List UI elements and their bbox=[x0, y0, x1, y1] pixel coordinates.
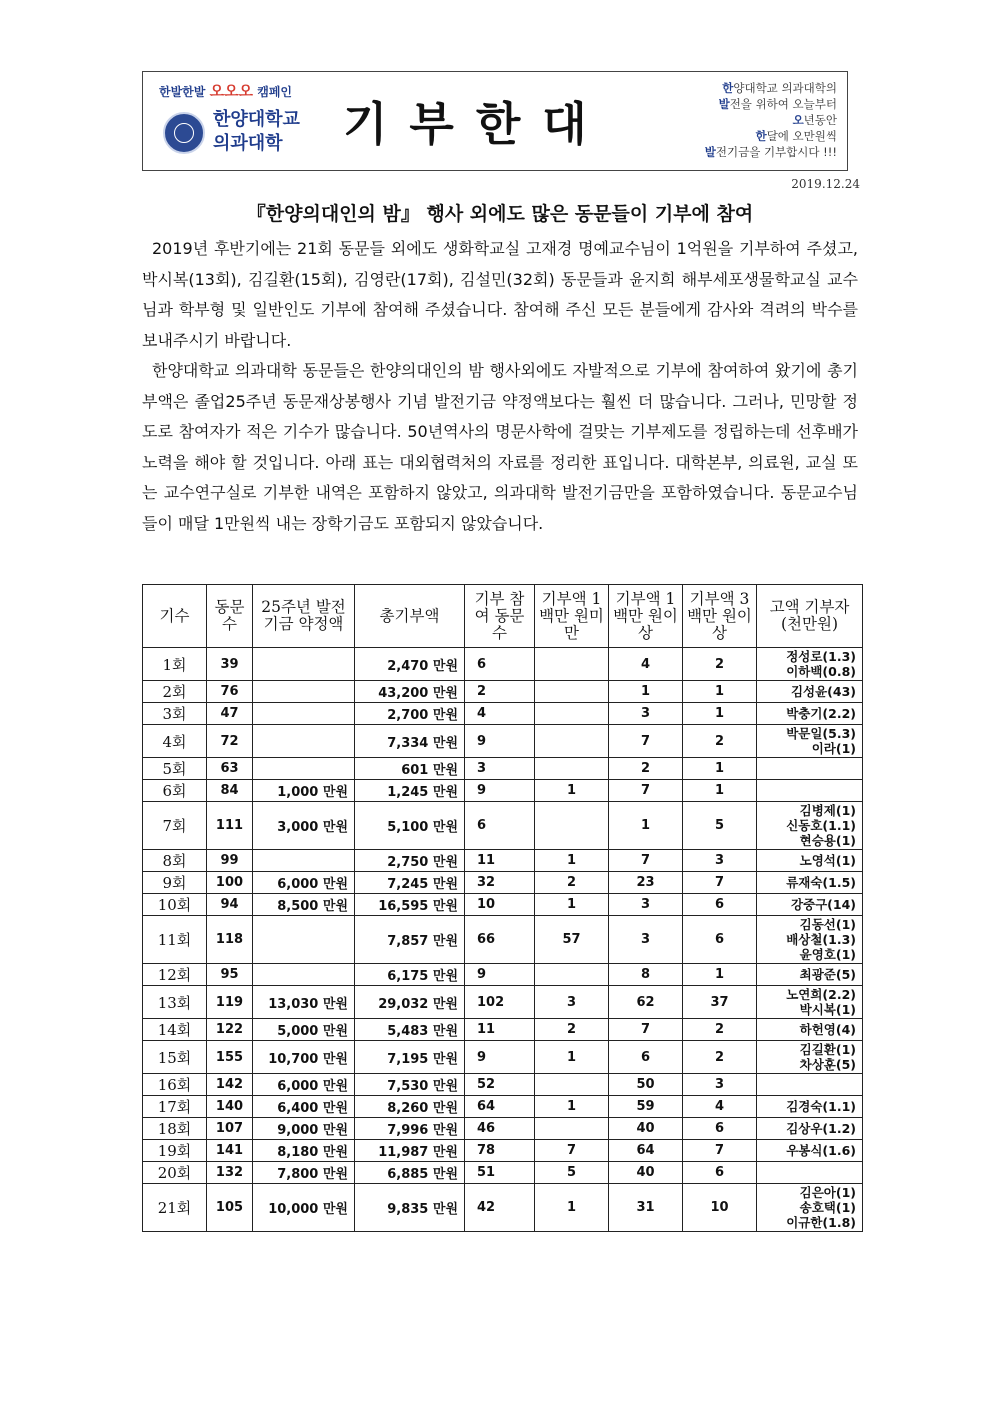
major-donors-cell bbox=[757, 725, 863, 758]
total-donation-cell: 7,996 만원 bbox=[355, 1118, 465, 1140]
over-3m-cell: 2 bbox=[683, 1019, 757, 1041]
generation-cell: 9회 bbox=[143, 872, 207, 894]
pledge-cell bbox=[253, 681, 355, 703]
over-1m-cell: 8 bbox=[609, 964, 683, 986]
alumni-count-cell: 119 bbox=[207, 986, 253, 1019]
under-1m-cell: 1 bbox=[535, 894, 609, 916]
column-header: 기부 참여 동문수 bbox=[465, 585, 535, 648]
major-donor: 강중구(14) bbox=[790, 897, 856, 912]
under-1m-cell bbox=[535, 703, 609, 725]
over-3m-cell: 2 bbox=[683, 725, 757, 758]
major-donors-cell bbox=[757, 1162, 863, 1184]
major-donors-cell bbox=[757, 1184, 863, 1232]
under-1m-cell bbox=[535, 1118, 609, 1140]
total-donation-cell: 7,530 만원 bbox=[355, 1074, 465, 1096]
pledge-cell: 1,000 만원 bbox=[253, 780, 355, 802]
major-donor: 차상훈(5) bbox=[799, 1057, 856, 1072]
under-1m-cell bbox=[535, 648, 609, 681]
major-donors-cell bbox=[757, 780, 863, 802]
major-donors-cell bbox=[757, 1096, 863, 1118]
generation-cell: 4회 bbox=[143, 725, 207, 758]
alumni-count-cell: 95 bbox=[207, 964, 253, 986]
table-row bbox=[143, 780, 863, 802]
column-header: 기수 bbox=[143, 585, 207, 648]
donation-table bbox=[142, 584, 863, 1232]
table-row bbox=[143, 703, 863, 725]
total-donation-cell: 29,032 만원 bbox=[355, 986, 465, 1019]
table-row bbox=[143, 1184, 863, 1232]
pledge-cell: 6,400 만원 bbox=[253, 1096, 355, 1118]
under-1m-cell bbox=[535, 725, 609, 758]
over-3m-cell: 3 bbox=[683, 1074, 757, 1096]
slogan-line bbox=[637, 128, 837, 144]
donor-count-cell: 2 bbox=[465, 681, 535, 703]
over-3m-cell: 2 bbox=[683, 1041, 757, 1074]
major-donor: 박충기(2.2) bbox=[786, 706, 856, 721]
headline: 『한양의대인의 밤』 행사 외에도 많은 동문들이 기부에 참여 bbox=[246, 203, 754, 225]
major-donor: 이규한(1.8) bbox=[786, 1215, 856, 1230]
donor-count-cell: 4 bbox=[465, 703, 535, 725]
pledge-cell bbox=[253, 964, 355, 986]
table-row bbox=[143, 850, 863, 872]
slogan-initial: 한 bbox=[722, 81, 734, 95]
over-3m-cell: 1 bbox=[683, 780, 757, 802]
over-3m-cell: 1 bbox=[683, 703, 757, 725]
over-1m-cell: 64 bbox=[609, 1140, 683, 1162]
table-row bbox=[143, 916, 863, 964]
major-donor: 윤영호(1) bbox=[799, 947, 856, 962]
generation-cell: 12회 bbox=[143, 964, 207, 986]
table-row bbox=[143, 872, 863, 894]
major-donor: 김동선(1) bbox=[799, 917, 856, 932]
table-row bbox=[143, 1118, 863, 1140]
slogan-line bbox=[637, 112, 837, 128]
donor-count-cell: 78 bbox=[465, 1140, 535, 1162]
under-1m-cell: 2 bbox=[535, 1019, 609, 1041]
generation-cell: 7회 bbox=[143, 802, 207, 850]
pledge-cell: 5,000 만원 bbox=[253, 1019, 355, 1041]
major-donor: 정성로(1.3) bbox=[786, 649, 856, 664]
slogan-initial: 한 bbox=[755, 129, 767, 143]
over-3m-cell: 10 bbox=[683, 1184, 757, 1232]
over-1m-cell: 3 bbox=[609, 894, 683, 916]
donor-count-cell: 46 bbox=[465, 1118, 535, 1140]
table-row bbox=[143, 894, 863, 916]
major-donors-cell bbox=[757, 681, 863, 703]
alumni-count-cell: 142 bbox=[207, 1074, 253, 1096]
major-donors-cell bbox=[757, 1118, 863, 1140]
major-donor: 배상철(1.3) bbox=[786, 932, 856, 947]
slogan-initial: 오 bbox=[792, 113, 804, 127]
slogan-line bbox=[637, 80, 837, 96]
column-header: 총기부액 bbox=[355, 585, 465, 648]
major-donor: 김길환(1) bbox=[799, 1042, 856, 1057]
slogan-initial: 발 bbox=[704, 145, 716, 159]
banner-title: 기부한대 bbox=[343, 97, 609, 151]
major-donor: 김성윤(43) bbox=[790, 684, 856, 699]
table-row bbox=[143, 648, 863, 681]
over-1m-cell: 4 bbox=[609, 648, 683, 681]
donor-count-cell: 3 bbox=[465, 758, 535, 780]
column-header: 기부액 1백만 원이상 bbox=[609, 585, 683, 648]
total-donation-cell: 6,175 만원 bbox=[355, 964, 465, 986]
donor-count-cell: 10 bbox=[465, 894, 535, 916]
pledge-cell: 8,500 만원 bbox=[253, 894, 355, 916]
slogan-line bbox=[637, 144, 837, 160]
over-1m-cell: 7 bbox=[609, 725, 683, 758]
under-1m-cell: 57 bbox=[535, 916, 609, 964]
major-donor: 신동호(1.1) bbox=[786, 818, 856, 833]
over-1m-cell: 62 bbox=[609, 986, 683, 1019]
major-donor: 김상우(1.2) bbox=[786, 1121, 856, 1136]
total-donation-cell: 7,334 만원 bbox=[355, 725, 465, 758]
total-donation-cell: 6,885 만원 bbox=[355, 1162, 465, 1184]
over-3m-cell: 2 bbox=[683, 648, 757, 681]
over-3m-cell: 7 bbox=[683, 1140, 757, 1162]
under-1m-cell bbox=[535, 681, 609, 703]
generation-cell: 3회 bbox=[143, 703, 207, 725]
alumni-count-cell: 155 bbox=[207, 1041, 253, 1074]
university-seal-icon bbox=[163, 112, 205, 154]
over-1m-cell: 50 bbox=[609, 1074, 683, 1096]
table-row bbox=[143, 1041, 863, 1074]
pledge-cell: 9,000 만원 bbox=[253, 1118, 355, 1140]
major-donor: 하헌영(4) bbox=[799, 1022, 856, 1037]
major-donor: 김병제(1) bbox=[799, 803, 856, 818]
slogan-text: 전을 위하여 오늘부터 bbox=[729, 97, 837, 111]
pledge-cell bbox=[253, 850, 355, 872]
under-1m-cell: 2 bbox=[535, 872, 609, 894]
total-donation-cell: 1,245 만원 bbox=[355, 780, 465, 802]
major-donor: 박문일(5.3) bbox=[786, 726, 856, 741]
slogan-text: 년동안 bbox=[803, 113, 837, 127]
alumni-count-cell: 84 bbox=[207, 780, 253, 802]
total-donation-cell: 7,195 만원 bbox=[355, 1041, 465, 1074]
alumni-count-cell: 63 bbox=[207, 758, 253, 780]
major-donor: 이하백(0.8) bbox=[786, 664, 856, 679]
alumni-count-cell: 39 bbox=[207, 648, 253, 681]
over-3m-cell: 1 bbox=[683, 964, 757, 986]
generation-cell: 18회 bbox=[143, 1118, 207, 1140]
pledge-cell: 6,000 만원 bbox=[253, 872, 355, 894]
pledge-cell: 8,180 만원 bbox=[253, 1140, 355, 1162]
table-row bbox=[143, 1096, 863, 1118]
donor-count-cell: 42 bbox=[465, 1184, 535, 1232]
total-donation-cell: 11,987 만원 bbox=[355, 1140, 465, 1162]
major-donor: 송호택(1) bbox=[799, 1200, 856, 1215]
over-3m-cell: 5 bbox=[683, 802, 757, 850]
major-donor: 이라(1) bbox=[811, 741, 856, 756]
over-1m-cell: 2 bbox=[609, 758, 683, 780]
donor-count-cell: 6 bbox=[465, 802, 535, 850]
over-1m-cell: 6 bbox=[609, 1041, 683, 1074]
total-donation-cell: 2,750 만원 bbox=[355, 850, 465, 872]
campaign-label bbox=[159, 80, 292, 101]
column-header: 고액 기부자 (천만원) bbox=[757, 585, 863, 648]
major-donor: 노연희(2.2) bbox=[786, 987, 856, 1002]
table-row bbox=[143, 758, 863, 780]
donor-count-cell: 9 bbox=[465, 1041, 535, 1074]
over-3m-cell: 7 bbox=[683, 872, 757, 894]
generation-cell: 19회 bbox=[143, 1140, 207, 1162]
campaign-suffix: 캠페인 bbox=[257, 85, 293, 99]
total-donation-cell: 8,260 만원 bbox=[355, 1096, 465, 1118]
over-1m-cell: 40 bbox=[609, 1118, 683, 1140]
under-1m-cell bbox=[535, 1074, 609, 1096]
pledge-cell bbox=[253, 916, 355, 964]
donor-count-cell: 11 bbox=[465, 850, 535, 872]
over-3m-cell: 1 bbox=[683, 758, 757, 780]
alumni-count-cell: 122 bbox=[207, 1019, 253, 1041]
pledge-cell bbox=[253, 758, 355, 780]
major-donors-cell bbox=[757, 850, 863, 872]
total-donation-cell: 5,483 만원 bbox=[355, 1019, 465, 1041]
over-1m-cell: 7 bbox=[609, 780, 683, 802]
over-3m-cell: 4 bbox=[683, 1096, 757, 1118]
column-header: 동문수 bbox=[207, 585, 253, 648]
major-donors-cell bbox=[757, 1140, 863, 1162]
under-1m-cell bbox=[535, 964, 609, 986]
major-donors-cell bbox=[757, 1041, 863, 1074]
table-body bbox=[143, 648, 863, 1232]
donor-count-cell: 11 bbox=[465, 1019, 535, 1041]
over-3m-cell: 37 bbox=[683, 986, 757, 1019]
generation-cell: 5회 bbox=[143, 758, 207, 780]
generation-cell: 13회 bbox=[143, 986, 207, 1019]
generation-cell: 20회 bbox=[143, 1162, 207, 1184]
table-row bbox=[143, 681, 863, 703]
major-donors-cell bbox=[757, 1074, 863, 1096]
major-donors-cell bbox=[757, 916, 863, 964]
major-donors-cell bbox=[757, 964, 863, 986]
major-donor: 김은아(1) bbox=[799, 1185, 856, 1200]
pledge-cell bbox=[253, 725, 355, 758]
under-1m-cell: 1 bbox=[535, 1184, 609, 1232]
generation-cell: 10회 bbox=[143, 894, 207, 916]
over-3m-cell: 6 bbox=[683, 894, 757, 916]
generation-cell: 17회 bbox=[143, 1096, 207, 1118]
over-1m-cell: 1 bbox=[609, 802, 683, 850]
alumni-count-cell: 99 bbox=[207, 850, 253, 872]
campaign-highlight: 오오오 bbox=[209, 82, 254, 100]
donor-count-cell: 102 bbox=[465, 986, 535, 1019]
university-name: 한양대학교 bbox=[213, 109, 300, 130]
total-donation-cell: 2,470 만원 bbox=[355, 648, 465, 681]
under-1m-cell: 3 bbox=[535, 986, 609, 1019]
campaign-banner bbox=[142, 71, 848, 171]
over-3m-cell: 1 bbox=[683, 681, 757, 703]
over-1m-cell: 31 bbox=[609, 1184, 683, 1232]
generation-cell: 2회 bbox=[143, 681, 207, 703]
college-name: 의과대학 bbox=[213, 133, 283, 154]
alumni-count-cell: 141 bbox=[207, 1140, 253, 1162]
pledge-cell: 10,700 만원 bbox=[253, 1041, 355, 1074]
over-1m-cell: 7 bbox=[609, 1019, 683, 1041]
alumni-count-cell: 107 bbox=[207, 1118, 253, 1140]
over-1m-cell: 3 bbox=[609, 916, 683, 964]
donor-count-cell: 9 bbox=[465, 964, 535, 986]
pledge-cell: 7,800 만원 bbox=[253, 1162, 355, 1184]
under-1m-cell: 1 bbox=[535, 1096, 609, 1118]
major-donor: 우봉식(1.6) bbox=[786, 1143, 856, 1158]
generation-cell: 15회 bbox=[143, 1041, 207, 1074]
slogan-line bbox=[637, 96, 837, 112]
over-1m-cell: 59 bbox=[609, 1096, 683, 1118]
table-row bbox=[143, 802, 863, 850]
column-header: 기부액 3백만 원이상 bbox=[683, 585, 757, 648]
document-date: 2019.12.24 bbox=[791, 177, 860, 191]
major-donors-cell bbox=[757, 648, 863, 681]
major-donor: 최광준(5) bbox=[799, 967, 856, 982]
slogan-initial: 발 bbox=[718, 97, 730, 111]
alumni-count-cell: 94 bbox=[207, 894, 253, 916]
total-donation-cell: 7,857 만원 bbox=[355, 916, 465, 964]
over-3m-cell: 6 bbox=[683, 916, 757, 964]
pledge-cell: 6,000 만원 bbox=[253, 1074, 355, 1096]
table-row bbox=[143, 1140, 863, 1162]
major-donors-cell bbox=[757, 758, 863, 780]
under-1m-cell: 1 bbox=[535, 1041, 609, 1074]
under-1m-cell: 1 bbox=[535, 780, 609, 802]
table-row bbox=[143, 964, 863, 986]
article-body bbox=[142, 234, 858, 539]
major-donor: 김경숙(1.1) bbox=[786, 1099, 856, 1114]
table-row bbox=[143, 1162, 863, 1184]
alumni-count-cell: 105 bbox=[207, 1184, 253, 1232]
major-donors-cell bbox=[757, 872, 863, 894]
major-donor: 현승용(1) bbox=[799, 833, 856, 848]
alumni-count-cell: 140 bbox=[207, 1096, 253, 1118]
alumni-count-cell: 118 bbox=[207, 916, 253, 964]
major-donor: 박시복(1) bbox=[799, 1002, 856, 1017]
major-donor: 노영석(1) bbox=[799, 853, 856, 868]
total-donation-cell: 9,835 만원 bbox=[355, 1184, 465, 1232]
pledge-cell: 13,030 만원 bbox=[253, 986, 355, 1019]
total-donation-cell: 16,595 만원 bbox=[355, 894, 465, 916]
over-3m-cell: 3 bbox=[683, 850, 757, 872]
major-donors-cell bbox=[757, 802, 863, 850]
major-donor: 류재숙(1.5) bbox=[786, 875, 856, 890]
table-header-row bbox=[143, 585, 863, 648]
slogan bbox=[637, 80, 837, 160]
major-donors-cell bbox=[757, 703, 863, 725]
total-donation-cell: 43,200 만원 bbox=[355, 681, 465, 703]
over-1m-cell: 3 bbox=[609, 703, 683, 725]
over-3m-cell: 6 bbox=[683, 1162, 757, 1184]
table-row bbox=[143, 1019, 863, 1041]
under-1m-cell bbox=[535, 802, 609, 850]
alumni-count-cell: 72 bbox=[207, 725, 253, 758]
total-donation-cell: 2,700 만원 bbox=[355, 703, 465, 725]
paragraph: 한양대학교 의과대학 동문들은 한양의대인의 밤 행사외에도 자발적으로 기부에 참여하여 왔기에 총기부액은 졸업25주년 동문재상봉행사 기념 발전기금 약정액보다는 훨씬 더 많습니다. 그러나, 민망할 정도로 참여자가 적은 기수가 많습니다. 50년역사의 명문사학에 걸맞는 기부제도를 정립하는데 선후배가 노력을 해야 할 것입니다. 아래 표는 대외협력처의 자료를 정리한 표입니다. 대학본부, 의료원, 교실 또는 교수연구실로 기부한 내역은 포함하지 않았고, 의과대학 발전기금만을 포함하였습니다. 동문교수님들이 매달 1만원씩 내는 장학기금도 포함되지 않았습니다. bbox=[142, 361, 858, 533]
generation-cell: 21회 bbox=[143, 1184, 207, 1232]
total-donation-cell: 5,100 만원 bbox=[355, 802, 465, 850]
slogan-text: 달에 오만원씩 bbox=[766, 129, 837, 143]
alumni-count-cell: 132 bbox=[207, 1162, 253, 1184]
generation-cell: 16회 bbox=[143, 1074, 207, 1096]
under-1m-cell: 1 bbox=[535, 850, 609, 872]
over-1m-cell: 40 bbox=[609, 1162, 683, 1184]
alumni-count-cell: 100 bbox=[207, 872, 253, 894]
over-1m-cell: 23 bbox=[609, 872, 683, 894]
over-1m-cell: 7 bbox=[609, 850, 683, 872]
donor-count-cell: 64 bbox=[465, 1096, 535, 1118]
donor-count-cell: 9 bbox=[465, 780, 535, 802]
donor-count-cell: 32 bbox=[465, 872, 535, 894]
pledge-cell bbox=[253, 703, 355, 725]
donor-count-cell: 51 bbox=[465, 1162, 535, 1184]
column-header: 기부액 1백만 원미만 bbox=[535, 585, 609, 648]
major-donors-cell bbox=[757, 894, 863, 916]
total-donation-cell: 7,245 만원 bbox=[355, 872, 465, 894]
table-row bbox=[143, 725, 863, 758]
pledge-cell: 3,000 만원 bbox=[253, 802, 355, 850]
donor-count-cell: 66 bbox=[465, 916, 535, 964]
generation-cell: 11회 bbox=[143, 916, 207, 964]
donor-count-cell: 9 bbox=[465, 725, 535, 758]
university-logo-text bbox=[213, 108, 300, 156]
major-donors-cell bbox=[757, 1019, 863, 1041]
donor-count-cell: 52 bbox=[465, 1074, 535, 1096]
table-row bbox=[143, 986, 863, 1019]
generation-cell: 8회 bbox=[143, 850, 207, 872]
column-header: 25주년 발전기금 약정액 bbox=[253, 585, 355, 648]
major-donors-cell bbox=[757, 986, 863, 1019]
table-row bbox=[143, 1074, 863, 1096]
total-donation-cell: 601 만원 bbox=[355, 758, 465, 780]
generation-cell: 14회 bbox=[143, 1019, 207, 1041]
slogan-text: 전기금을 기부합시다 !!! bbox=[715, 145, 837, 159]
generation-cell: 1회 bbox=[143, 648, 207, 681]
pledge-cell bbox=[253, 648, 355, 681]
alumni-count-cell: 111 bbox=[207, 802, 253, 850]
over-1m-cell: 1 bbox=[609, 681, 683, 703]
under-1m-cell: 7 bbox=[535, 1140, 609, 1162]
slogan-text: 양대학교 의과대학의 bbox=[733, 81, 837, 95]
alumni-count-cell: 76 bbox=[207, 681, 253, 703]
over-3m-cell: 6 bbox=[683, 1118, 757, 1140]
paragraph: 2019년 후반기에는 21회 동문들 외에도 생화학교실 고재경 명예교수님이 1억원을 기부하여 주셨고, 박시복(13회), 김길환(15회), 김영란(17회), 김설민(32회) 동문들과 윤지희 해부세포생물학교실 교수님과 학부형 및 일반인도 기부에 참여해 주셨습니다. 참여해 주신 모든 분들에게 감사와 격려의 박수를 보내주시기 바랍니다. bbox=[142, 239, 858, 350]
under-1m-cell bbox=[535, 758, 609, 780]
pledge-cell: 10,000 만원 bbox=[253, 1184, 355, 1232]
alumni-count-cell: 47 bbox=[207, 703, 253, 725]
under-1m-cell: 5 bbox=[535, 1162, 609, 1184]
generation-cell: 6회 bbox=[143, 780, 207, 802]
campaign-prefix: 한발한발 bbox=[159, 85, 206, 99]
donor-count-cell: 6 bbox=[465, 648, 535, 681]
